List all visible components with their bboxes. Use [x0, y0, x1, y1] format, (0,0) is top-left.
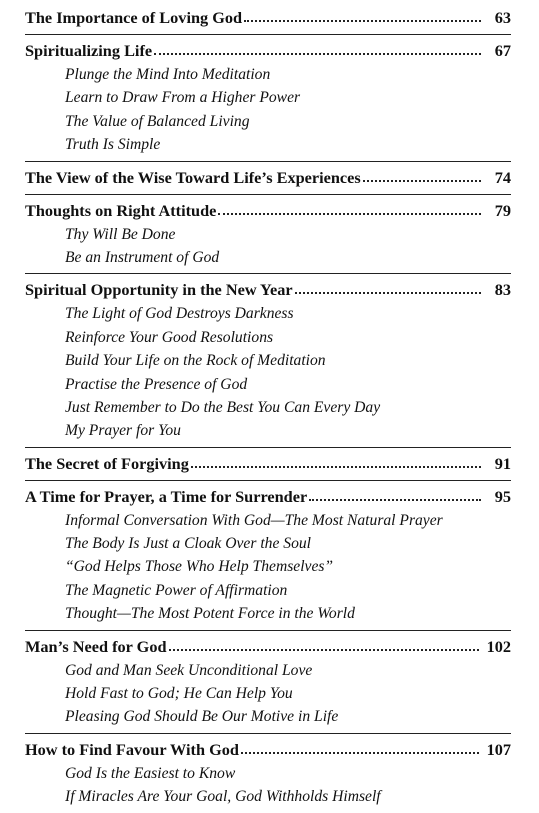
page-number: 63: [494, 8, 511, 27]
chapter-title: The Importance of Loving God: [25, 8, 243, 27]
section-list: [25, 762, 511, 809]
chapter-title: How to Find Favour With God: [25, 739, 239, 759]
section-title: Thy Will Be Done: [65, 225, 176, 243]
toc-entry: [25, 447, 511, 480]
chapter-title: Man’s Need for God: [25, 636, 167, 656]
section-title: Reinforce Your Good Resolutions: [65, 328, 274, 346]
toc-entry: [25, 194, 511, 274]
section-title: Build Your Life on the Rock of Meditation: [65, 352, 326, 370]
dot-leader: [363, 179, 481, 182]
page-number: 83: [494, 280, 511, 300]
chapter-title: The View of the Wise Toward Life’s Experiences: [25, 167, 361, 187]
page-number: 107: [486, 739, 511, 759]
section-title: The Value of Balanced Living: [65, 112, 250, 130]
chapter-row: [25, 39, 511, 63]
page-number: 67: [494, 41, 511, 60]
dot-leader: [295, 291, 481, 294]
page-number: 74: [494, 167, 511, 187]
chapter-row: [25, 278, 511, 302]
page-number: 79: [494, 200, 511, 220]
toc-entry: [25, 0, 511, 34]
chapter-row: [25, 199, 511, 223]
section-title: Informal Conversation With God—The Most Natural Prayer: [65, 511, 443, 529]
chapter-row: [25, 738, 511, 762]
chapter-row: [25, 166, 511, 190]
section-title: Just Remember to Do the Best You Can Every Day: [65, 398, 381, 416]
dot-leader: [218, 212, 481, 215]
section-title: If Miracles Are Your Goal, God Withholds Himself: [65, 788, 381, 806]
section-title: Pleasing God Should Be Our Motive in Life: [65, 708, 339, 726]
section-title: Thought—The Most Potent Force in the World: [65, 605, 355, 623]
section-title: Learn to Draw From a Higher Power: [65, 89, 301, 107]
toc-entry: [25, 34, 511, 161]
section-title: Practise the Presence of God: [65, 375, 248, 393]
page-number: 95: [494, 486, 511, 506]
section-title: Truth Is Simple: [65, 136, 161, 154]
toc-entry: [25, 733, 511, 813]
section-title: Plunge the Mind Into Meditation: [65, 66, 271, 83]
section-title: Be an Instrument of God: [65, 248, 220, 266]
section-list: [25, 659, 511, 729]
chapter-title: A Time for Prayer, a Time for Surrender: [25, 486, 308, 506]
section-title: “God Helps Those Who Help Themselves”: [65, 558, 334, 576]
page-number: 91: [494, 453, 511, 473]
chapter-title: Thoughts on Right Attitude: [25, 200, 217, 220]
chapter-title: Spiritual Opportunity in the New Year: [25, 280, 293, 300]
dot-leader: [154, 52, 481, 55]
section-title: The Magnetic Power of Affirmation: [65, 581, 288, 599]
dot-leader: [244, 19, 481, 22]
toc-entry: [25, 630, 511, 733]
section-list: [25, 223, 511, 270]
section-title: Hold Fast to God; He Can Help You: [65, 685, 293, 703]
toc-entry: [25, 161, 511, 194]
chapter-row: [25, 6, 511, 30]
chapter-row: [25, 635, 511, 659]
section-list: [25, 509, 511, 626]
chapter-title: Spiritualizing Life: [25, 41, 153, 60]
dot-leader: [191, 465, 481, 468]
dot-leader: [241, 751, 479, 754]
dot-leader: [169, 648, 479, 651]
dot-leader: [309, 498, 481, 501]
section-list: [25, 63, 511, 157]
page-number: 102: [486, 636, 511, 656]
section-title: The Light of God Destroys Darkness: [65, 305, 294, 323]
section-title: God and Man Seek Unconditional Love: [65, 661, 313, 679]
section-list: [25, 302, 511, 442]
toc-entry: [25, 480, 511, 630]
toc-entry: [25, 273, 511, 446]
chapter-title: The Secret of Forgiving: [25, 453, 189, 473]
chapter-row: [25, 485, 511, 509]
chapter-row: [25, 452, 511, 476]
section-title: My Prayer for You: [65, 422, 181, 440]
section-title: God Is the Easiest to Know: [65, 764, 236, 782]
section-title: The Body Is Just a Cloak Over the Soul: [65, 535, 311, 553]
